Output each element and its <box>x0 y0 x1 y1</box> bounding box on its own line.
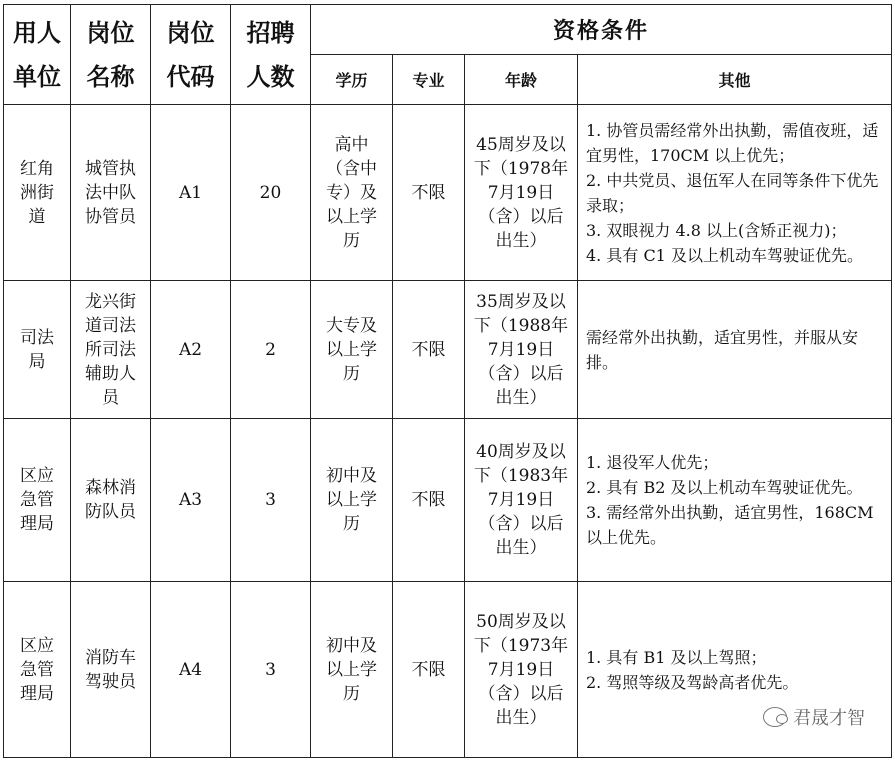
wechat-icon <box>763 707 787 727</box>
cell-unit: 红角洲街道 <box>4 105 71 281</box>
table-row <box>4 419 892 582</box>
header-age: 年龄 <box>465 55 578 105</box>
cell-other: 1. 退役军人优先； 2. 具有 B2 及以上机动车驾驶证优先。 3. 需经常外出执勤，适宜男性，168CM 以上优先。 <box>578 419 892 582</box>
watermark-text: 君晟才智 <box>793 708 865 729</box>
table-row <box>4 105 892 281</box>
header-education: 学历 <box>311 55 393 105</box>
cell-post: 龙兴街道司法所司法辅助人员 <box>71 281 151 419</box>
cell-count: 20 <box>231 105 311 281</box>
cell-age: 50周岁及以下（1973年7月19日（含）以后出生） <box>465 582 578 758</box>
cell-major: 不限 <box>393 419 465 582</box>
header-qualifications: 资格条件 <box>311 5 892 55</box>
cell-education: 初中及以上学历 <box>311 582 393 758</box>
cell-unit: 区应急管理局 <box>4 582 71 758</box>
cell-post: 森林消防队员 <box>71 419 151 582</box>
watermark <box>763 704 865 730</box>
cell-education: 大专及以上学历 <box>311 281 393 419</box>
cell-other: 1. 协管员需经常外出执勤，需值夜班，适宜男性，170CM 以上优先； 2. 中共党员、退伍军人在同等条件下优先录取； 3. 双眼视力 4.8 以上(含矫正视力)； 4. 具有 C1 及以上机动车驾驶证优先。 <box>578 105 892 281</box>
cell-other: 需经常外出执勤，适宜男性，并服从安排。 <box>578 281 892 419</box>
cell-major: 不限 <box>393 582 465 758</box>
header-post-code: 岗位 代码 <box>151 5 231 105</box>
cell-other: 1. 具有 B1 及以上驾照； 2. 驾照等级及驾龄高者优先。 <box>578 582 892 758</box>
cell-post: 消防车驾驶员 <box>71 582 151 758</box>
cell-post: 城管执法中队协管员 <box>71 105 151 281</box>
table-row <box>4 582 892 758</box>
cell-unit: 司法局 <box>4 281 71 419</box>
cell-age: 40周岁及以下（1983年7月19日（含）以后出生） <box>465 419 578 582</box>
cell-code: A2 <box>151 281 231 419</box>
table-row <box>4 281 892 419</box>
cell-major: 不限 <box>393 105 465 281</box>
cell-age: 35周岁及以下（1988年7月19日（含）以后出生） <box>465 281 578 419</box>
cell-count: 2 <box>231 281 311 419</box>
cell-code: A1 <box>151 105 231 281</box>
cell-count: 3 <box>231 419 311 582</box>
cell-education: 高中（含中专）及以上学历 <box>311 105 393 281</box>
cell-major: 不限 <box>393 281 465 419</box>
cell-code: A4 <box>151 582 231 758</box>
header-recruit-count: 招聘 人数 <box>231 5 311 105</box>
cell-count: 3 <box>231 582 311 758</box>
cell-education: 初中及以上学历 <box>311 419 393 582</box>
recruitment-table <box>3 4 892 758</box>
header-unit: 用人 单位 <box>4 5 71 105</box>
header-post-name: 岗位 名称 <box>71 5 151 105</box>
cell-unit: 区应急管理局 <box>4 419 71 582</box>
header-major: 专业 <box>393 55 465 105</box>
cell-code: A3 <box>151 419 231 582</box>
cell-age: 45周岁及以下（1978年7月19日（含）以后出生） <box>465 105 578 281</box>
header-other: 其他 <box>578 55 892 105</box>
